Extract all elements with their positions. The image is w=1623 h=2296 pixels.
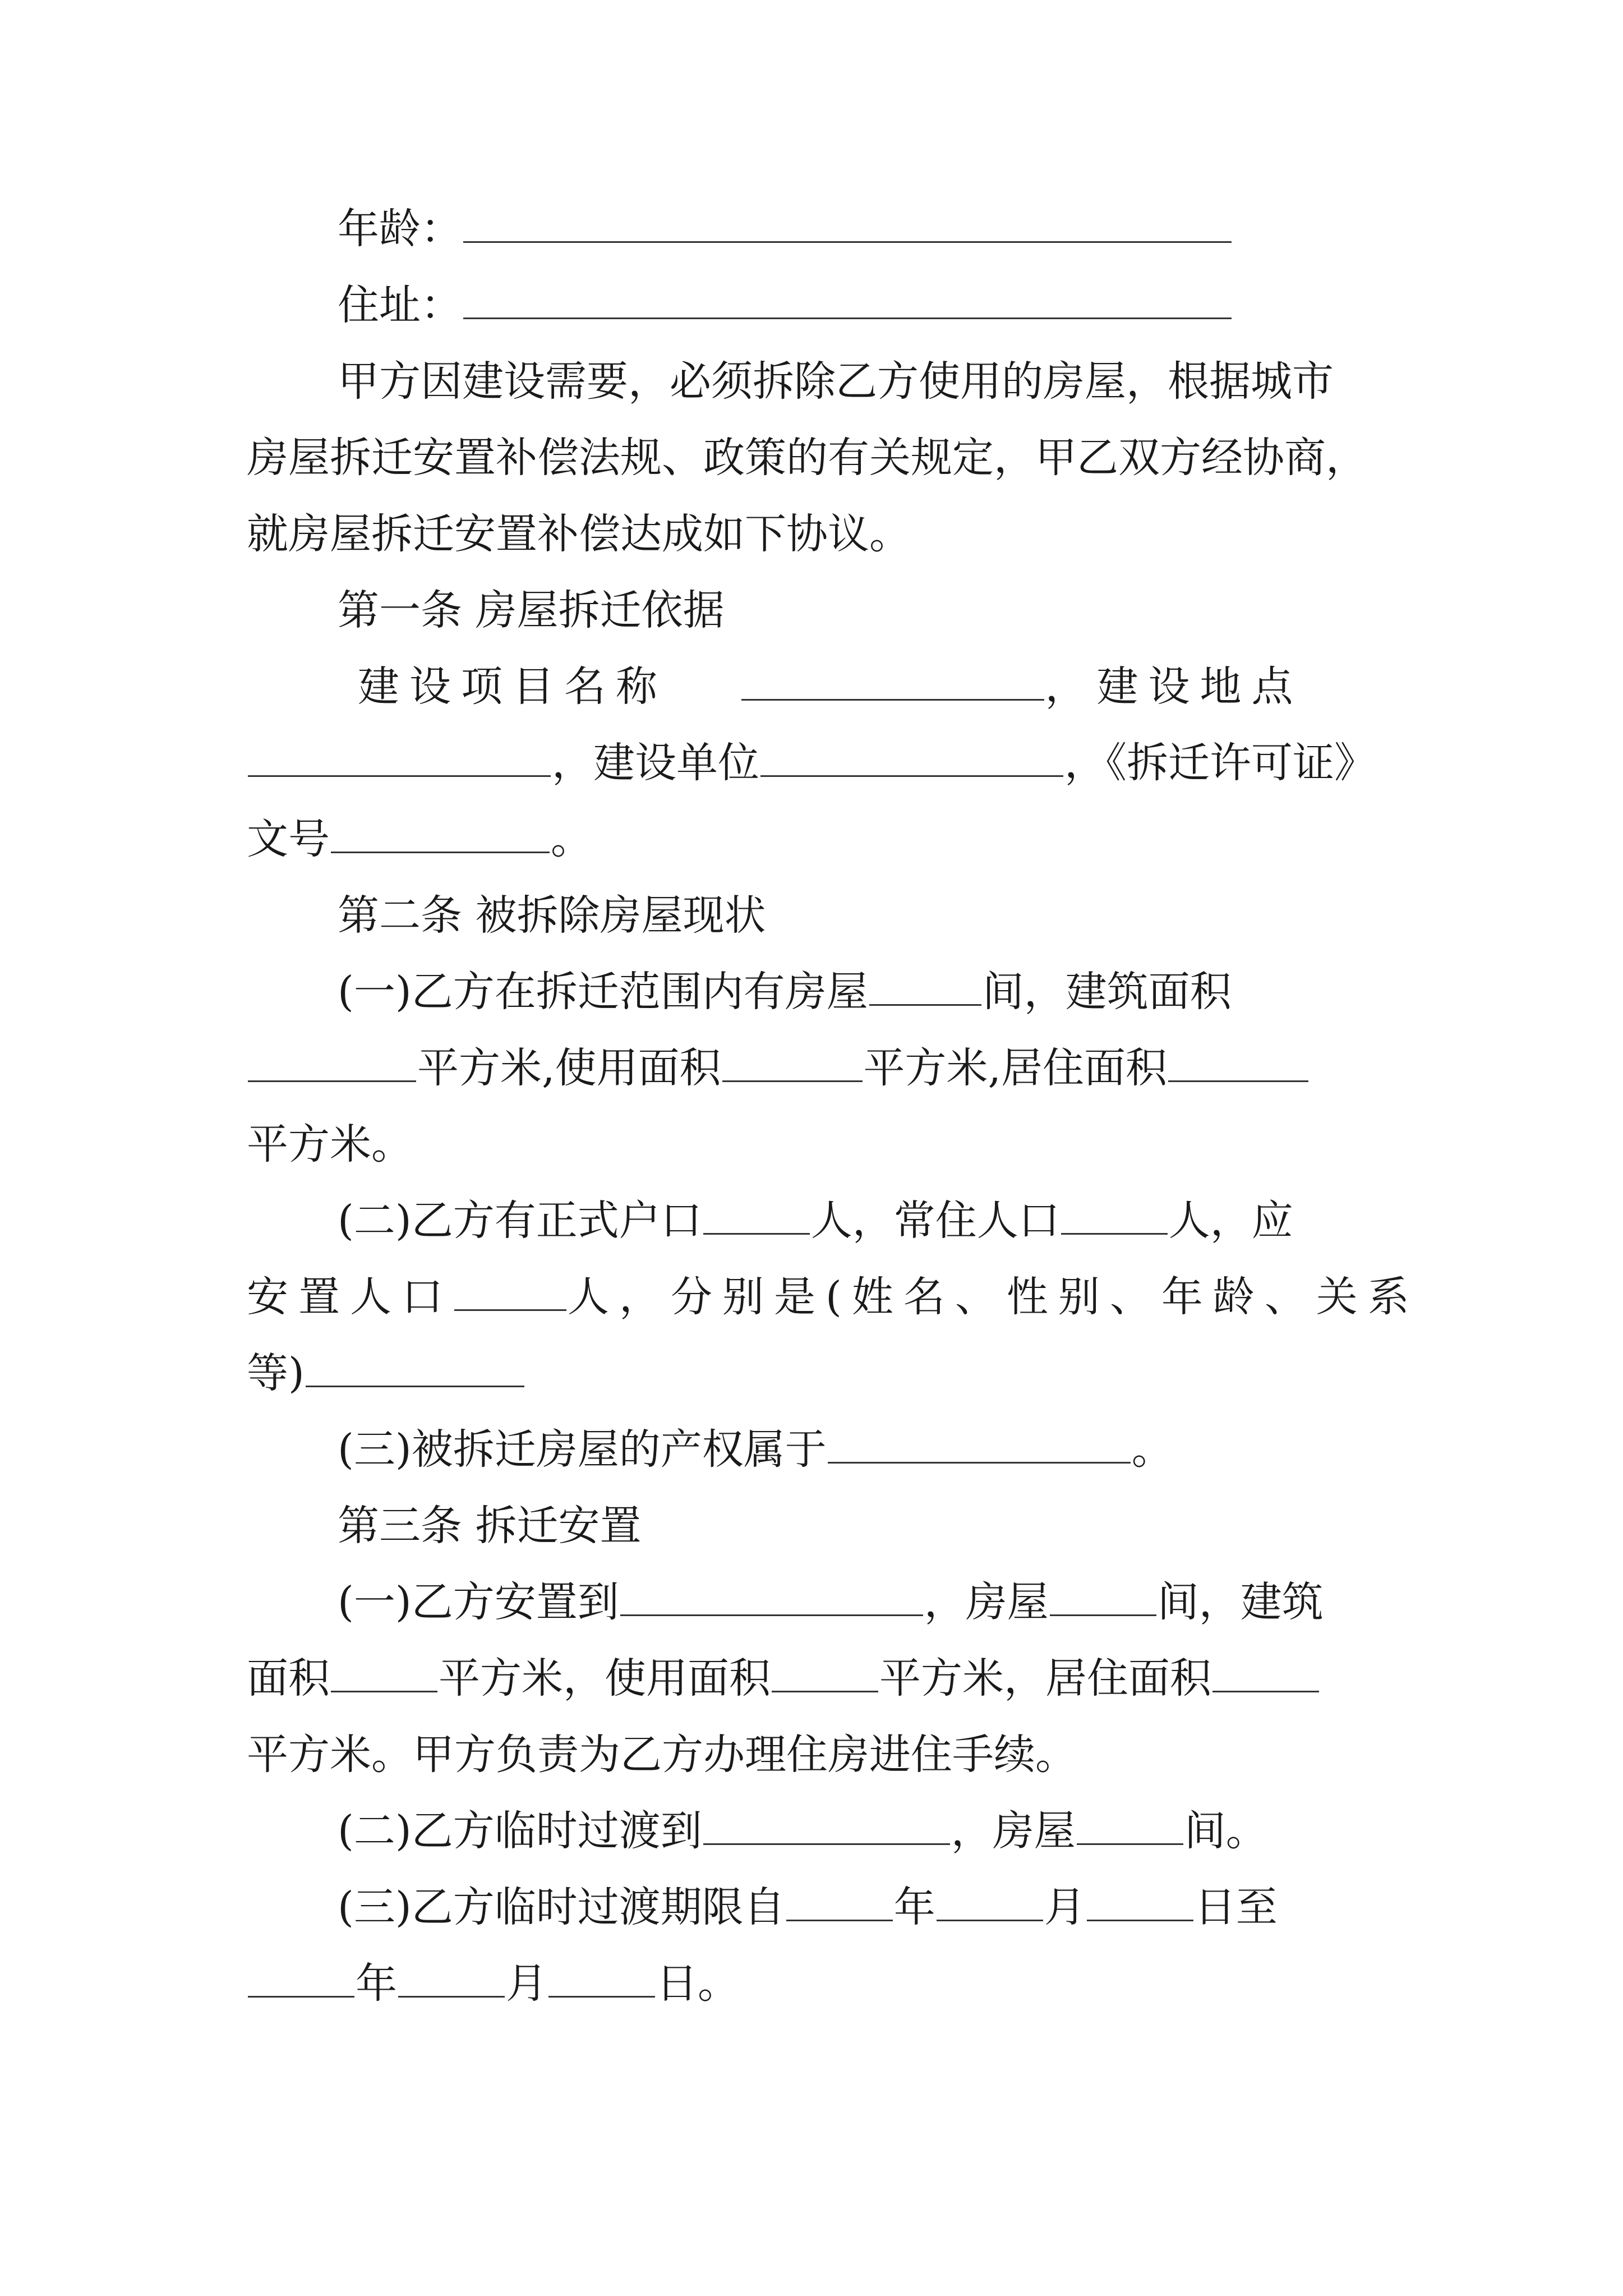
- intro-text-2: 房屋拆迁安置补偿法规、政策的有关规定，甲乙双方经协商，: [247, 434, 1367, 482]
- resettle-label-b: 安置人口: [247, 1273, 453, 1321]
- resident-blank: [1061, 1196, 1168, 1235]
- article-2-item-1-line-3: [247, 1106, 1391, 1182]
- address-blank: [463, 280, 1232, 319]
- end-month-blank: [398, 1959, 505, 1998]
- doc-number-end: 。: [551, 815, 592, 863]
- article-2-item-3: [247, 1411, 1391, 1488]
- article-1-line-1: [247, 648, 1391, 725]
- age-line: [247, 191, 1391, 267]
- persons-detail-end: 等): [247, 1349, 305, 1397]
- address-label: 住址：: [338, 281, 462, 329]
- article-1-title-text: 第一条 房屋拆迁依据: [338, 586, 725, 634]
- location-label: ，建设地点: [1045, 662, 1303, 711]
- ownership-end: 。: [1131, 1425, 1173, 1474]
- intro-line-1: [247, 343, 1391, 420]
- article-1-line-3: [247, 801, 1391, 877]
- article-3-item-2: [247, 1793, 1391, 1869]
- new-use-label: 平方米，使用面积: [439, 1654, 771, 1703]
- article-2-title-text: 第二条 被拆除房屋现状: [338, 891, 766, 940]
- resident-label: 人，常住人口: [810, 1197, 1060, 1245]
- new-rooms-blank: [1050, 1577, 1156, 1616]
- article-3-title: [247, 1488, 1391, 1564]
- end-year-label: 年: [356, 1959, 397, 2008]
- end-month-label: 月: [506, 1959, 547, 2008]
- temp-period-label: (三)乙方临时过渡期限自: [338, 1883, 785, 1931]
- temp-rooms-blank: [1077, 1806, 1183, 1845]
- live-area-label: 平方米,居住面积: [863, 1044, 1168, 1092]
- start-day-blank: [1087, 1883, 1193, 1921]
- article-2-item-1-line-1: [247, 954, 1391, 1030]
- start-day-label: 日至: [1194, 1883, 1278, 1931]
- resettle-blank: [454, 1272, 566, 1311]
- article-2-item-2-line-3: [247, 1335, 1391, 1411]
- article-3-item-3-line-1: [247, 1869, 1391, 1945]
- temp-rooms-end: 间。: [1184, 1807, 1267, 1855]
- rooms-blank: [869, 967, 981, 1006]
- temp-to-label: (二)乙方临时过渡到: [338, 1807, 702, 1855]
- new-use-blank: [772, 1654, 878, 1692]
- end-day-label: 日。: [656, 1959, 739, 2008]
- new-rooms-label: ，房屋: [924, 1578, 1049, 1626]
- start-month-blank: [937, 1883, 1043, 1921]
- article-3-item-3-line-2: [247, 1945, 1391, 2022]
- live-area-blank: [1168, 1043, 1308, 1082]
- address-line: [247, 267, 1391, 343]
- resettle-to-blank: [620, 1577, 923, 1616]
- project-name-label: 建设项目名称: [358, 662, 667, 711]
- end-year-blank: [248, 1959, 354, 1998]
- temp-to-blank: [703, 1806, 950, 1845]
- new-live-label: 平方米，居住面积: [879, 1654, 1211, 1703]
- ownership-label: (三)被拆迁房屋的产权属于: [338, 1425, 827, 1474]
- article-1-line-2: [247, 725, 1391, 801]
- doc-number-blank: [331, 815, 550, 853]
- article-3-item-1-line-2: [247, 1640, 1391, 1717]
- article-3-item-1-line-3: [247, 1717, 1391, 1793]
- rooms-label: (一)乙方在拆迁范围内有房屋: [338, 968, 868, 1016]
- article-2-item-2-line-1: [247, 1182, 1391, 1259]
- document-page: [247, 191, 1419, 2022]
- move-in-text: 平方米。甲方负责为乙方办理住房进住手续。: [247, 1731, 1077, 1779]
- project-name-blank: [741, 662, 1044, 701]
- build-area-blank: [248, 1043, 416, 1082]
- new-build-label-a: 间，建筑: [1157, 1578, 1324, 1626]
- live-area-unit: 平方米。: [247, 1120, 413, 1168]
- start-month-label: 月: [1044, 1883, 1086, 1931]
- article-1-title: [247, 572, 1391, 648]
- household-blank: [703, 1196, 810, 1235]
- unit-label: ，建设单位: [552, 739, 759, 787]
- household-label: (二)乙方有正式户口: [338, 1197, 702, 1245]
- doc-number-label: 文号: [247, 815, 330, 863]
- new-build-label-b: 面积: [247, 1654, 330, 1703]
- intro-text-1: 甲方因建设需要，必须拆除乙方使用的房屋，根据城市: [338, 357, 1334, 406]
- use-area-label: 平方米,使用面积: [417, 1044, 721, 1092]
- use-area-blank: [722, 1043, 863, 1082]
- new-build-blank: [331, 1654, 437, 1692]
- intro-line-2: [247, 420, 1391, 496]
- build-area-label: 间，建筑面积: [982, 968, 1232, 1016]
- article-2-title: [247, 877, 1391, 954]
- intro-text-3: 就房屋拆迁安置补偿达成如下协议。: [247, 510, 911, 558]
- article-3-title-text: 第三条 拆迁安置: [338, 1502, 642, 1550]
- resettle-to-label: (一)乙方安置到: [338, 1578, 619, 1626]
- temp-rooms-label: ，房屋: [951, 1807, 1076, 1855]
- resettle-label-a: 人，应: [1168, 1197, 1293, 1245]
- article-3-item-1-line-1: [247, 1564, 1391, 1640]
- ownership-blank: [828, 1425, 1131, 1464]
- permit-label: ，《拆迁许可证》: [1064, 739, 1376, 787]
- persons-detail-blank: [306, 1349, 524, 1387]
- end-day-blank: [548, 1959, 655, 1998]
- unit-blank: [760, 738, 1063, 777]
- persons-detail-label: 人，分别是(姓名、性别、年龄、关系: [568, 1273, 1419, 1321]
- age-blank: [463, 204, 1232, 243]
- start-year-label: 年: [893, 1883, 935, 1931]
- article-2-item-1-line-2: [247, 1030, 1391, 1106]
- location-blank: [248, 738, 551, 777]
- new-live-blank: [1212, 1654, 1319, 1692]
- article-2-item-2-line-2: [247, 1259, 1419, 1335]
- start-year-blank: [786, 1883, 893, 1921]
- intro-line-3: [247, 496, 1391, 572]
- age-label: 年龄：: [338, 205, 462, 253]
